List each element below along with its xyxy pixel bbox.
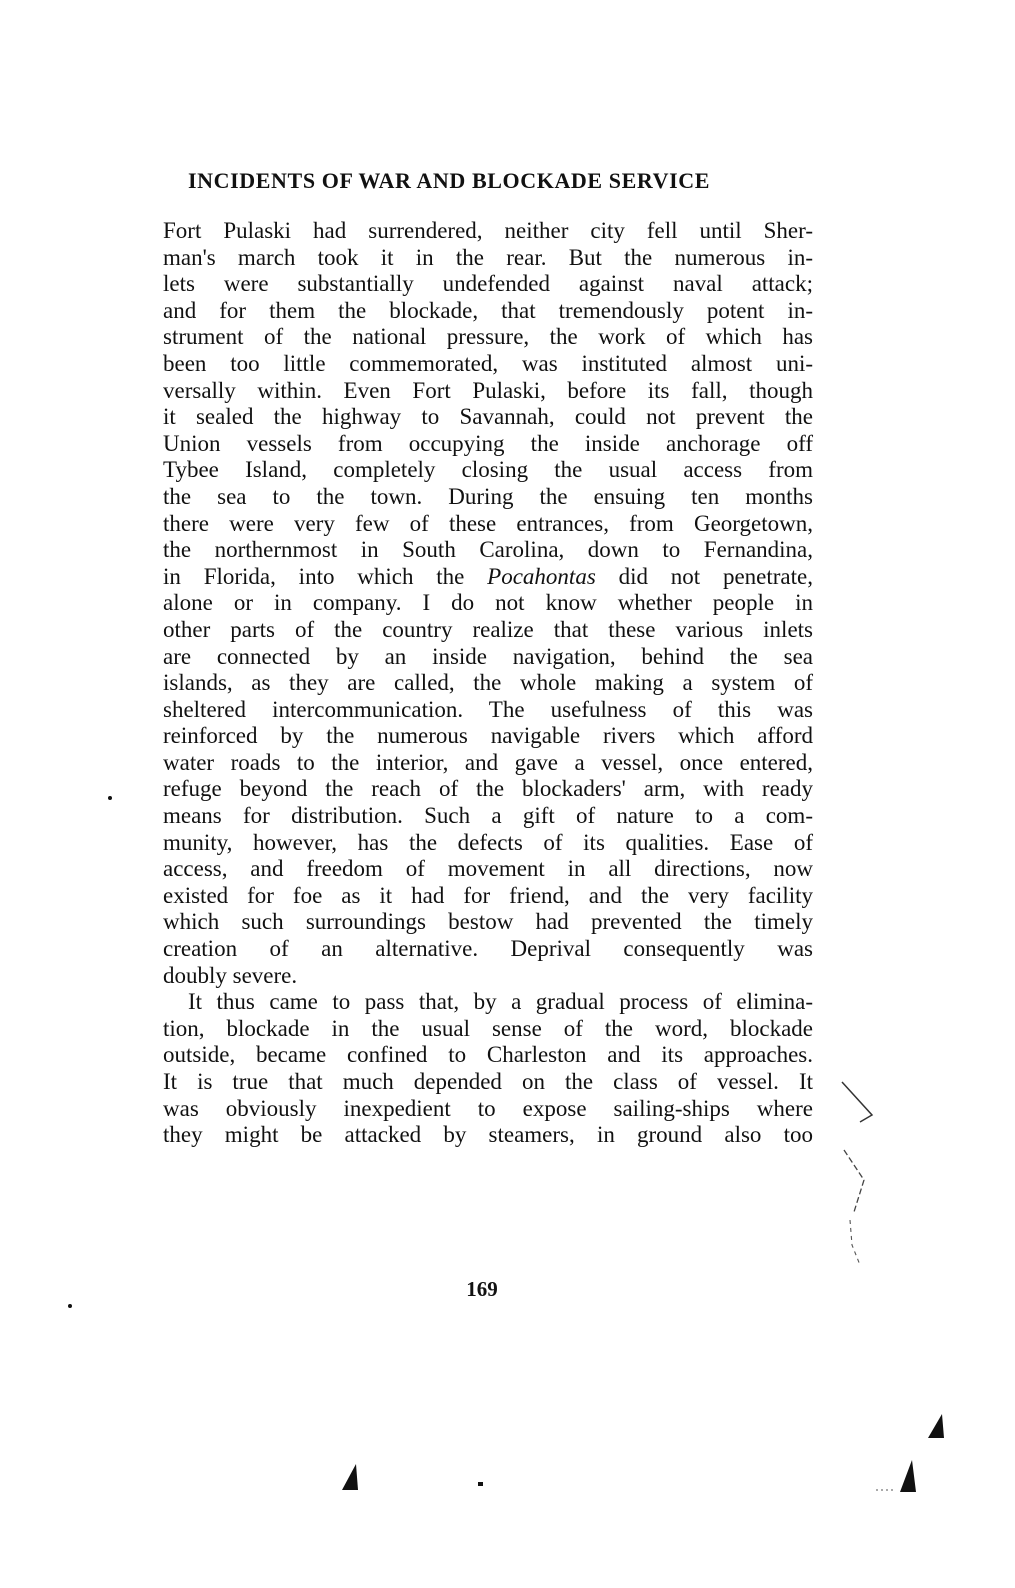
text-line: was obviously inexpedient to expose sailing-ships where [163, 1095, 813, 1121]
text-segment: in Florida, into which the [163, 563, 488, 589]
text-line: versally within. Even Fort Pulaski, before its fall, though [163, 377, 813, 403]
text-line: they might be attacked by steamers, in ground also too [163, 1122, 813, 1148]
text-line: man's march took it in the rear. But the numerous in- [163, 244, 813, 270]
ink-blot-mark [870, 1456, 922, 1496]
text-line-paragraph-start: It thus came to pass that, by a gradual process of elimina- [188, 989, 813, 1015]
text-line: It is true that much depended on the class of vessel. It [163, 1069, 813, 1094]
text-line: are connected by an inside navigation, behind the sea [163, 643, 813, 669]
text-line: lets were substantially undefended against naval attack; [163, 271, 813, 297]
text-line: the northernmost in South Carolina, down to Fernandina, [163, 537, 813, 563]
text-line: strument of the national pressure, the work of which has [163, 324, 813, 350]
text-line: and for them the blockade, that tremendously potent in- [163, 297, 813, 323]
text-line: refuge beyond the reach of the blockaders' arm, with ready [163, 776, 813, 802]
text-line: the sea to the town. During the ensuing ten months [163, 483, 813, 509]
running-head: INCIDENTS OF WAR AND BLOCKADE SERVICE [188, 168, 711, 193]
scan-speck [68, 1304, 72, 1308]
text-segment: did not penetrate, [595, 563, 813, 589]
margin-scratch-marks [830, 1070, 890, 1280]
text-line: existed for foe as it had for friend, and the very facility [163, 882, 813, 908]
text-line: tion, blockade in the usual sense of the word, blockade [163, 1015, 813, 1041]
ink-blot-mark [338, 1460, 362, 1492]
text-line: been too little commemorated, was instituted almost uni- [163, 350, 813, 376]
text-line: outside, became confined to Charleston and its approaches. [163, 1042, 813, 1068]
text-line: sheltered intercommunication. The usefulness of this was [163, 696, 813, 722]
text-line: there were very few of these entrances, from Georgetown, [163, 510, 813, 536]
body-text [163, 218, 813, 1149]
text-line: Tybee Island, completely closing the usual access from [163, 457, 813, 483]
scan-speck [478, 1482, 483, 1486]
text-line: islands, as they are called, the whole making a system of [163, 670, 813, 696]
text-line: means for distribution. Such a gift of nature to a com- [163, 803, 813, 829]
text-line: other parts of the country realize that these various inlets [163, 616, 813, 642]
scan-speck [108, 796, 112, 800]
text-line: access, and freedom of movement in all directions, now [163, 856, 813, 882]
text-line: it sealed the highway to Savannah, could not prevent the [163, 404, 813, 430]
text-line: munity, however, has the defects of its qualities. Ease of [163, 829, 813, 855]
ink-blot-mark [926, 1410, 948, 1440]
text-line: water roads to the interior, and gave a vessel, once entered, [163, 749, 813, 775]
text-line-with-italic [163, 564, 813, 591]
text-line: creation of an alternative. Deprival consequently was [163, 936, 813, 962]
text-line: reinforced by the numerous navigable rivers which afford [163, 723, 813, 749]
text-line: Fort Pulaski had surrendered, neither city fell until Sher- [163, 218, 813, 243]
text-line-paragraph-end: doubly severe. [163, 962, 298, 988]
text-line: which such surroundings bestow had prevented the timely [163, 909, 813, 935]
ship-name-italic: Pocahontas [487, 563, 596, 589]
text-line: alone or in company. I do not know whether people in [163, 590, 813, 616]
text-line: Union vessels from occupying the inside anchorage off [163, 430, 813, 456]
page-number: 169 [466, 1277, 498, 1301]
